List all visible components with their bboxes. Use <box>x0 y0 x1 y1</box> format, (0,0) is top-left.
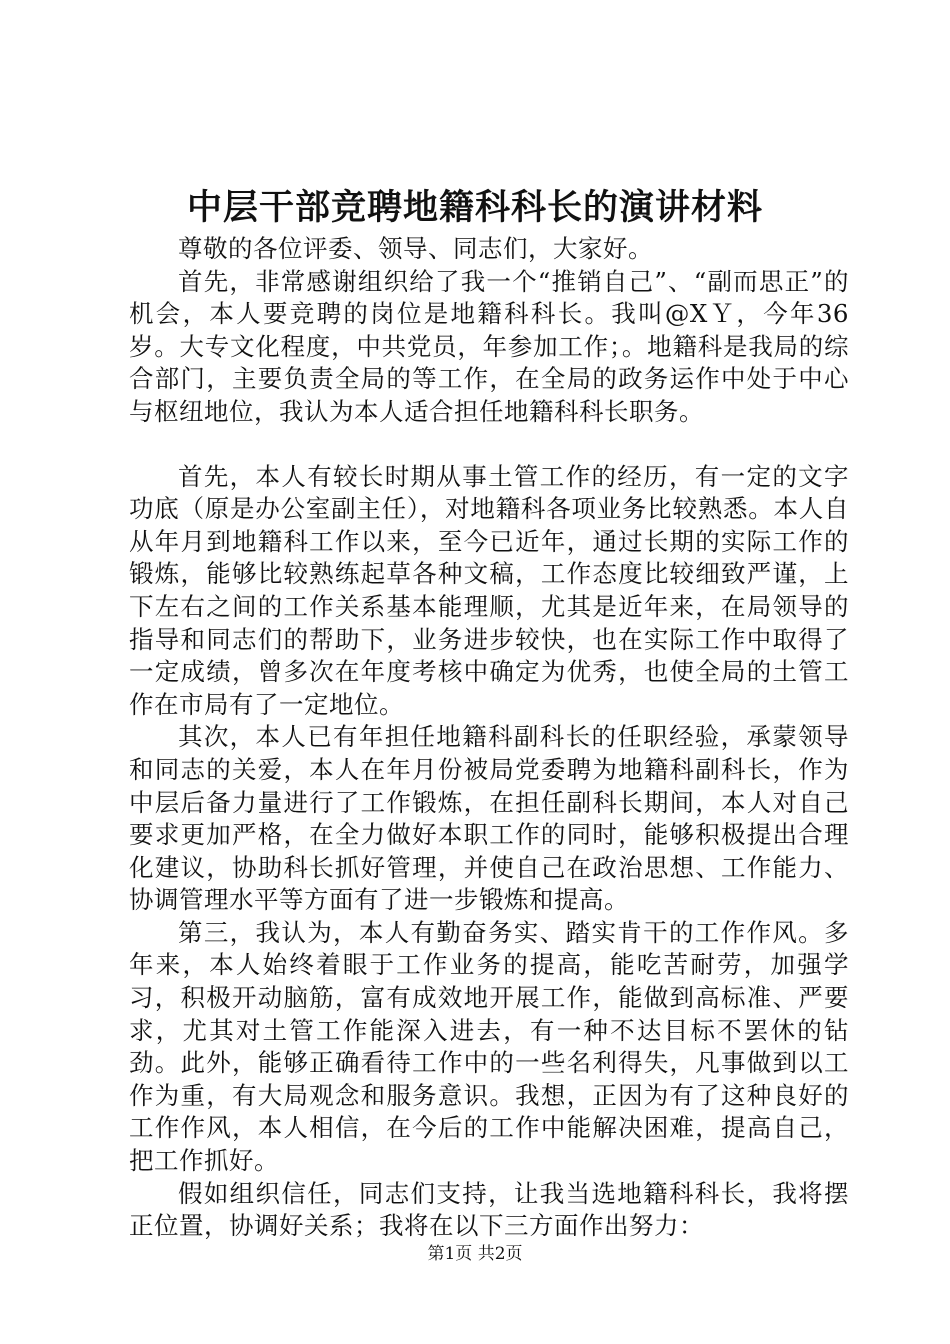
document-body <box>129 233 849 1243</box>
paragraph-commitment: 假如组织信任，同志们支持，让我当选地籍科科长，我将摆正位置，协调好关系；我将在以下三方面作出努力： <box>129 1178 849 1241</box>
paragraph-deputy-experience: 其次，本人已有年担任地籍科副科长的任职经验，承蒙领导和同志的关爱，本人在年月份被局党委聘为地籍科副科长，作为中层后备力量进行了工作锻炼，在担任副科长期间，本人对自己要求更加严格，在全力做好本职工作的同时，能够积极提出合理化建议，协助科长抓好管理，并使自己在政治思想、工作能力、协调管理水平等方面有了进一步锻炼和提高。 <box>129 722 849 915</box>
page-number-footer: 第1页 共2页 <box>427 1244 523 1264</box>
paragraph-work-style: 第三，我认为，本人有勤奋务实、踏实肯干的工作作风。多年来，本人始终着眼于工作业务的提高，能吃苦耐劳，加强学习，积极开动脑筋，富有成效地开展工作，能做到高标准、严要求，尤其对土管工作能深入进去，有一种不达目标不罢休的钻劲。此外，能够正确看待工作中的一些名利得失，凡事做到以工作为重，有大局观念和服务意识。我想，正因为有了这种良好的工作作风，本人相信，在今后的工作中能解决困难，提高自己，把工作抓好。 <box>129 917 849 1176</box>
paragraph-greeting: 尊敬的各位评委、领导、同志们，大家好。 <box>178 234 653 263</box>
document-title: 中层干部竞聘地籍科科长的演讲材料 <box>186 187 763 228</box>
paragraph-experience: 首先，本人有较长时期从事土管工作的经历，有一定的文字功底（原是办公室副主任），对地籍科各项业务比较熟悉。本人自从年月到地籍科工作以来，至今已近年，通过长期的实际工作的锻炼，能够比较熟练起草各种文稿，工作态度比较细致严谨，上下左右之间的工作关系基本能理顺，尤其是近年来，在局领导的指导和同志们的帮助下，业务进步较快，也在实际工作中取得了一定成绩，曾多次在年度考核中确定为优秀，也使全局的土管工作在市局有了一定地位。 <box>129 461 849 719</box>
paragraph-introduction: 首先，非常感谢组织给了我一个“推销自己”、“副而思正”的机会，本人要竞聘的岗位是地籍科科长。我叫@XＹ，今年36岁。大专文化程度，中共党员，年参加工作；。地籍科是我局的综合部门，主要负责全局的等工作，在全局的政务运作中处于中心与枢纽地位，我认为本人适合担任地籍科科长职务。 <box>129 266 849 426</box>
